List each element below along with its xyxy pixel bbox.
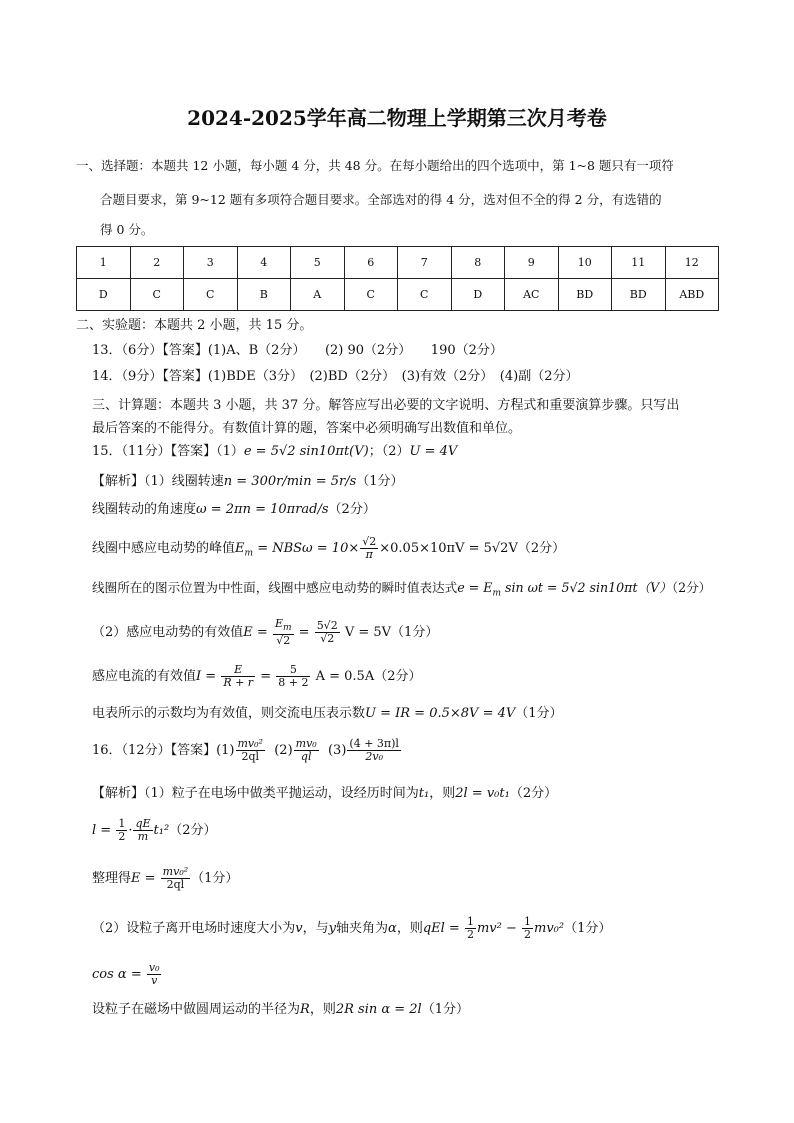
q16-b3-eq-left: E = [131,871,160,886]
q15-a3-score: （2分） [517,541,566,556]
table-cell: 6 [344,247,398,279]
q15-a3-eq-mid: = NBSω = 10× [253,541,360,556]
q16-answer-1 [236,738,265,763]
q15-a7-eq: U = IR = 0.5×8V = 4V [365,706,516,721]
q16-b4-eq-mid: mv² − [476,921,522,936]
fraction-numerator: mv₀² [162,865,189,878]
q15-a4-prefix: 线圈所在的图示位置为中性面，线圈中感应电动势的瞬时值表达式 [92,580,458,595]
q16-b4-mid1: ，与 [302,921,329,936]
answer-table-answer-row [77,279,719,311]
section2-heading: 二、实验题：本题共 2 小题，共 15 分。 [76,318,313,333]
q16-analysis-5 [92,960,162,990]
table-cell: 1 [77,247,131,279]
table-cell: 10 [558,247,612,279]
q15-a5-prefix: （2）感应电动势的有效值 [92,625,244,641]
q16-analysis-1 [92,786,557,802]
q15-answer-eq2: U = 4V [409,444,458,459]
q16-b6-mid: ，则 [309,1002,336,1017]
q16-b4-fraction-2 [522,916,533,941]
q16-b6-prefix: 设粒子在磁场中做圆周运动的半径为 [92,1002,301,1017]
q16-analysis-6 [92,1002,469,1018]
q15-a3-eq-right: ×0.05×10πV = 5√2V [379,541,518,556]
fraction-numerator: v₀ [148,961,160,974]
q16-b4-score: （1分） [564,921,612,936]
answer-table-number-row [77,247,719,279]
table-cell: C [398,279,452,311]
q15-a2-eq: ω = 2πn = 10πrad/s [196,502,329,517]
table-cell: 3 [184,247,238,279]
q16-b6-score: （1分） [421,1002,469,1017]
q15-a3-eq-left: E [235,541,245,556]
table-cell: BD [558,279,612,311]
table-cell: D [77,279,131,311]
q15-a5-fraction-1 [273,618,294,647]
q16-answer [92,736,402,766]
q16-b2-score: （2分） [169,823,217,838]
q16-b2-dot: · [128,823,133,838]
q16-b2-fraction-1 [116,818,127,843]
q15-a5-eq-right: V = 5V [340,625,392,641]
q15-answer-prefix: 15．（11分）【答案】（1） [92,444,244,459]
q15-a7-prefix: 电表所示的示数均为有效值，则交流电压表示数 [92,706,366,721]
section1-line1: 一、选择题：本题共 12 小题，每小题 4 分，共 48 分。在每小题给出的四个选项中，第 1~8 题只有一项符 [76,158,674,173]
fraction-denominator: R + r [223,676,254,689]
table-cell: 2 [130,247,184,279]
q15-a6-eq-right: A = 0.5A [311,669,375,684]
fraction-denominator: v [151,974,158,987]
q15-a3-eq-sub: m [244,548,254,559]
fraction-numerator: 5√2 [316,619,338,633]
q15-a5-eq-left: E = [243,625,272,641]
table-cell: BD [612,279,666,311]
q16-answer-3-label: (3) [327,743,347,758]
q15-a4-score: （2分） [671,580,712,595]
q16-b5-eq-left: cos α = [92,967,146,982]
q15-analysis-1 [92,474,404,490]
fraction-denominator: m [137,830,149,843]
q15-a4-eq-right: sin ωt = 5√2 sin10πt（V） [500,580,672,595]
q16-answer-3 [347,738,401,763]
q15-a5-score: （1分） [391,625,439,641]
q15-a6-eq-left: I = [196,669,221,684]
q15-a2-score: （2分） [328,502,376,517]
fraction-numerator: E [221,664,255,677]
q16-b4-mid2: 轴夹角为 [336,921,389,936]
answer-table [76,246,719,311]
fraction-numerator: 1 [118,817,126,830]
q15-analysis-3 [92,536,565,567]
q15-a5-fraction-2 [315,620,340,645]
q15-a6-fraction-1 [221,664,255,689]
q15-answer-eq1: e = 5√2 sin10πt(V) [243,444,369,459]
fraction-numerator: mv₀² [237,737,263,750]
fraction-numerator: (4 + 3π)l [349,737,399,750]
fraction-denominator: 2 [524,928,532,941]
table-cell: C [344,279,398,311]
fraction-numerator: 1 [524,915,532,928]
q16-b1-score: （2分） [509,786,558,801]
q16-b3-score: （1分） [191,871,239,886]
fraction-numerator: mv₀ [295,737,317,750]
q16-b6-eq: 2R sin α = 2l [335,1002,422,1017]
q16-b5-fraction [147,962,162,987]
section1-line2: 合题目要求，第 9~12 题有多项符合题目要求。全部选对的得 4 分，选对但不全的得 2 分，有选错的 [100,192,662,207]
q15-a1-eq: n = 300r/min = 5r/s [223,474,357,489]
fraction-denominator: 2ql [166,878,185,891]
table-cell: 11 [612,247,666,279]
fraction-numerator: qE [135,817,151,830]
section1-line3: 得 0 分。 [100,222,154,237]
q16-b3-fraction [161,866,190,891]
q16-b1-prefix: 【解析】（1）粒子在电场中做类平抛运动，设经历时间为 [92,786,419,801]
fraction-numerator [273,618,294,635]
q16-analysis-3 [92,864,238,894]
q15-a6-prefix: 感应电流的有效值 [92,669,197,684]
table-cell: 4 [237,247,291,279]
q15-a7-score: （1分） [515,706,563,721]
fraction-denominator: π [365,548,373,561]
q16-answer-prefix: 16．（12分）【答案】(1) [92,743,235,758]
q15-a6-score: （2分） [374,669,422,684]
q16-b1-eq: 2l = v₀t₁ [455,786,510,801]
q15-analysis-5: （2）感应电动势的有效值E = $\frac{E_m}{√2}$ = $\frac{5√2}{√2}$ V = 5V（1分） [92,617,439,648]
table-cell: 12 [665,247,719,279]
q16-analysis-2 [92,816,216,846]
q16-b4-eq-right: mv₀² [534,921,565,936]
q16-b6-r: R [300,1002,310,1017]
table-cell: 8 [451,247,505,279]
q15-a6-fraction-2 [276,664,310,689]
q15-a3-fraction [360,536,378,561]
q15-analysis-4 [92,580,711,602]
fraction-numerator: 5 [276,664,310,677]
table-cell: 5 [291,247,345,279]
page-title: 2024-2025学年高二物理上学期第三次月考卷 [187,106,607,130]
section3-line1: 三、计算题：本题共 3 小题，共 37 分。解答应写出必要的文字说明、方程式和重要演算步骤。只写出 [92,398,680,413]
q15-a1-prefix: 【解析】（1）线圈转速 [92,474,224,489]
q15-analysis-6: 感应电流的有效值I = $\frac{E}{R + r}$ = $\frac{5}{8 + 2}$ A = 0.5A（2分） [92,663,422,689]
q16-b1-mid: ，则 [429,786,456,801]
table-cell: C [184,279,238,311]
q15-a5-f1-num-sub: m [282,623,292,634]
q16-b1-t1: t₁ [418,786,430,801]
table-cell: ABD [665,279,719,311]
fraction-denominator: √2 [276,634,291,648]
fraction-numerator: 1 [466,915,474,928]
fraction-denominator: ql [300,750,312,763]
q16-b4-prefix: （2）设粒子离开电场时速度大小为 [92,921,296,936]
q15-answer-mid: ；（2） [368,444,410,459]
q16-answer-2 [294,738,319,763]
q15-answer [92,444,457,460]
q15-analysis-2 [92,502,376,518]
fraction-denominator: 8 + 2 [278,676,309,689]
q13-answer: 13．（6分）【答案】(1)A、B（2分） (2) 90（2分） 190（2分） [92,343,503,358]
table-cell: C [130,279,184,311]
section3-line2: 最后答案的不能得分。有数值计算的题，答案中必须明确写出数值和单位。 [92,421,522,436]
q15-a1-score: （1分） [356,474,404,489]
table-cell: B [237,279,291,311]
fraction-denominator: 2 [118,830,126,843]
table-cell: D [451,279,505,311]
q16-analysis-4 [92,914,611,944]
table-cell: AC [505,279,559,311]
q16-b3-prefix: 整理得 [92,871,132,886]
table-cell: A [291,279,345,311]
q16-b4-v: v [295,921,303,936]
q15-a5-f1-num: E [274,617,283,630]
fraction-denominator: 2v₀ [365,750,383,763]
q16-answer-2-label: (2) [274,743,293,758]
fraction-denominator: √2 [320,632,335,646]
q16-b2-fraction-2 [133,818,152,843]
q16-b4-eq-left: qEl = [422,921,464,936]
q15-a2-prefix: 线圈转动的角速度 [92,502,197,517]
q16-b4-fraction-1 [465,916,476,941]
q14-answer: 14．（9分）【答案】(1)BDE（3分） (2)BD（2分） (3)有效（2分） (4)副（2分） [92,369,579,384]
q15-a4-eq: e = E [457,580,493,595]
q16-b4-mid3: ，则 [396,921,423,936]
q16-b4-alpha: α [388,921,397,936]
table-cell: 7 [398,247,452,279]
fraction-denominator: 2ql [241,750,260,763]
q16-b2-eq-right: t₁² [153,823,170,838]
q15-a3-prefix: 线圈中感应电动势的峰值 [92,541,236,556]
table-cell: 9 [505,247,559,279]
q15-analysis-7 [92,706,563,722]
fraction-denominator: 2 [466,928,474,941]
q15-a4-eq-sub: m [492,588,501,599]
q16-b2-eq-left: l = [92,823,116,838]
q16-b4-y: y [328,921,337,936]
fraction-numerator: √2 [362,535,377,548]
